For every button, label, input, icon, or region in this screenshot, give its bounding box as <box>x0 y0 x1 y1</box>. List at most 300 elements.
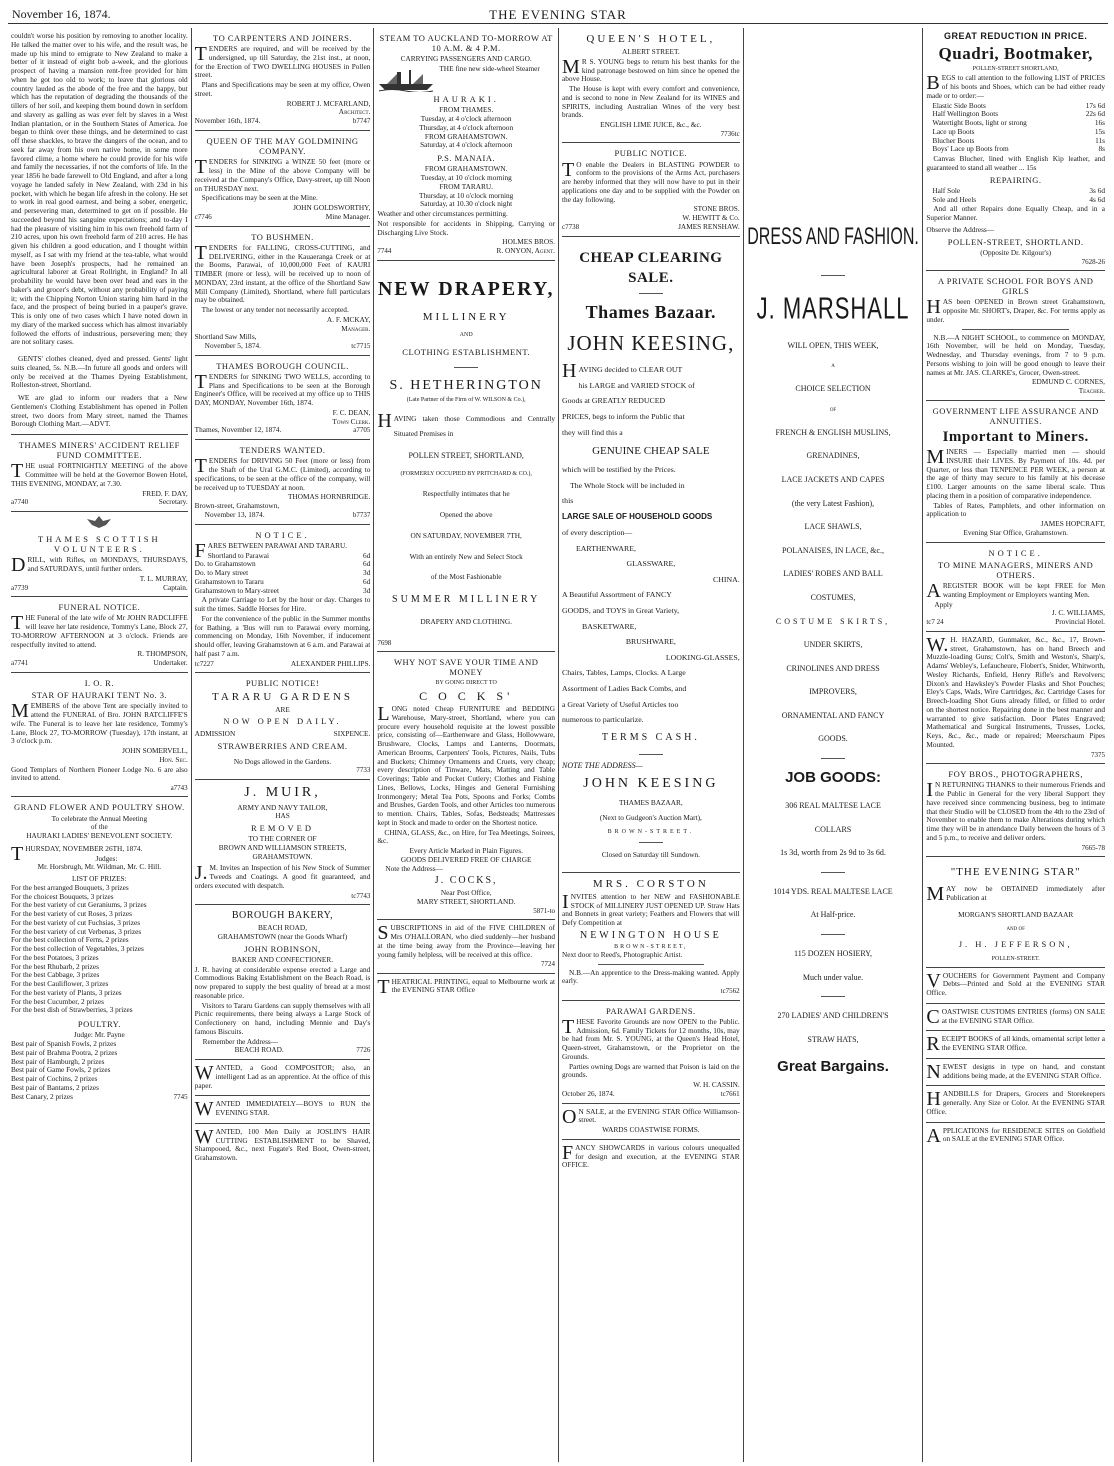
will-open: WILL OPEN, THIS WEEK, <box>787 340 879 350</box>
late-partner: (Late Partner of the Firm of W. WILSON & Co.), <box>406 397 526 404</box>
ad-role: Teacher. <box>1078 386 1106 396</box>
ad-title: STEAM TO AUCKLAND TO-MORROW AT 10 A.M. & 4 P.M. <box>379 33 553 54</box>
ad-number: 7726 <box>356 1046 371 1055</box>
ad-body: THESE Favorite Grounds are now OPEN to the Public. Admission, 6d. Family Tickets for 12 months, 10s, may be had from Mr. S. YOUNG, at the Queen's Head Hotel, Queen-street, Grahamstown, or the Proprietor on the Grounds. <box>562 1015 740 1061</box>
quadri-bootmaker-ad <box>926 28 1105 271</box>
table-row: Grahamstown to Mary-street 3d <box>194 585 371 595</box>
ad-body: THE usual FORTNIGHTLY MEETING of the above Committee will be held at the Governor Bowen Hotel, THIS EVENING, MONDAY, at 7.30. <box>11 460 188 488</box>
list-item: Best pair of Hamburgh, 2 prizes <box>11 1056 105 1066</box>
maltese-lace: 306 REAL MALTESE LACE <box>785 801 881 811</box>
subscriptions-ad <box>377 920 555 973</box>
ad-signature: EDMUND C. CORNES, <box>1032 377 1106 387</box>
ad-body: MR S. YOUNG begs to return his best thanks for the kind patronage bestowed on him since he opened the above House. <box>562 55 740 84</box>
ad-signature: JOHN SOMERVELL, <box>122 746 188 756</box>
funeral-notice-ad <box>11 597 188 673</box>
ad-signature: HOLMES BROS. <box>502 237 556 247</box>
table-row: Elastic Side Boots 17s 6d <box>932 100 1106 110</box>
ad-body: RECEIPT BOOKS of all kinds, ornamental script letter a the EVENING STAR Office. <box>926 1033 1106 1056</box>
divider <box>639 842 663 843</box>
ad-number: tc7562 <box>720 987 740 996</box>
admission-price: SIXPENCE. <box>333 728 371 738</box>
job-goods: JOB GOODS: <box>785 769 881 787</box>
ad-number: c7746 <box>194 212 212 221</box>
customs-entries-ad <box>926 1004 1105 1032</box>
corston-millinery-ad <box>562 873 740 1001</box>
ad-body: WANTED, a Good COMPOSITOR; also, an intelligent Lad as an apprentice. At the office of this paper. <box>194 1062 371 1090</box>
responsibility-note: Not responsible for accidents in Shipping, Carrying or Discharging Live Stock. <box>377 218 556 237</box>
ad-body: THEATRICAL PRINTING, equal to Melbourne work at the EVENING STAR Office <box>377 975 556 998</box>
ad-title: NOTICE. <box>255 529 310 540</box>
table-row: Blucher Boots 11s <box>932 135 1106 145</box>
ad-date: November 5, 1874. <box>204 341 262 350</box>
ad-place: Evening Star Office, Grahamstown. <box>963 527 1068 537</box>
divider <box>821 758 845 759</box>
ad-role: Town Clerk. <box>332 416 371 426</box>
ad-subtitle: STAR OF HAURAKI TENT No. 3. <box>31 690 168 701</box>
evening-star-agents-ad <box>926 857 1105 968</box>
quadri-address: POLLEN-STREET SHORTLAND, <box>972 66 1059 73</box>
ad-signature: F. C. DEAN, <box>332 407 371 417</box>
ad-body: TO enable the Dealers in BLASTING POWDER to conform to the provisions of the Arms Act, purchasers are hereby informed that they will now have to put in their applications one day and to be supplied with the Powder on the day following. <box>562 158 740 204</box>
ad-body: TENDERS for SINKING TWO WELLS, according to Plans and Specifications to be seen at the Borough Engineer's Office, will be received at my office up to THIS DAY, MONDAY, November 16th, 1874. <box>194 370 371 408</box>
table-row: Grahamstown to Tararu 6d <box>194 576 371 586</box>
joslin-ad <box>195 1124 371 1168</box>
from-label: FROM THAMES. <box>439 105 494 115</box>
clothing-title: CLOTHING ESTABLISHMENT. <box>402 347 531 358</box>
keesing-name-2: JOHN KEESING <box>583 776 719 792</box>
ad-signature: FRED. F. DAY, <box>142 488 188 498</box>
ad-body: TENDERS for SINKING a WINZE 50 feet (more or less) in the Mine of the above Company will be received at the Company's Office, Davy-street, up till Noon on THURSDAY next. <box>194 156 371 193</box>
handbills-ad <box>926 1086 1105 1122</box>
ad-place: Shortland Saw Mills, <box>194 332 257 342</box>
under-value: Much under value. <box>802 972 864 982</box>
gardens-name: TARARU GARDENS <box>211 690 354 703</box>
ship-name: HAURAKI. <box>433 94 499 105</box>
muir-tailor-ad <box>195 780 371 905</box>
ad-body: MEMBERS of the above Tent are specially invited to attend the FUNERAL of Bro. JOHN RATCLIFFE'S wife. The Funeral is to leave her late residence, Tommy's Lane, Block 27, TO-MORROW (Tuesday), 17th instant, at 3 o'clock p.m. <box>11 700 188 746</box>
ad-title: FOY BROS., PHOTOGRAPHERS, <box>948 769 1083 780</box>
note-address: Note the Address— <box>385 863 443 873</box>
to-corner-label: TO THE CORNER OF <box>248 834 317 844</box>
canvas-blucher: Canvas Blucher, lined with English Kip leather, and guaranteed to stand all weather ... 15s <box>926 154 1106 172</box>
flower-show-ad <box>11 797 188 1105</box>
table-row: Watertight Boots, light or strong 16s <box>932 118 1106 128</box>
bakery-title: BOROUGH BAKERY, <box>231 910 334 922</box>
ad-body: TENDERS are required, and will be received by the undersigned, up till Saturday, the 21st inst., at noon, for the Erection of TWO DWELLING HOUSES in Pollen street. <box>194 43 371 80</box>
carpenters-ad <box>195 28 371 131</box>
ad-body: THE Funeral of the late wife of Mr JOHN RADCLIFFE will leave her late residence, Tommy's Lane, Block 27, TO-MORROW AFTERNOON at 3 o'clock. Friends are respectfully invited to attend. <box>11 612 188 649</box>
list-item: For the best collection of Ferns, 2 prizes <box>11 935 129 945</box>
next-to: (Next to Gudgeon's Auction Mart), <box>599 812 702 822</box>
bazaar-name: MORGAN'S SHORTLAND BAZAAR <box>958 909 1074 919</box>
list-item: For the best dish of Strawberries, 3 prizes <box>11 1005 133 1015</box>
corston-name: MRS. CORSTON <box>592 877 709 890</box>
ad-signature: ALEXANDER PHILLIPS. <box>290 658 371 668</box>
stock-line: LADIES' ROBES AND BALL <box>783 569 883 579</box>
jefferson-name: J. H. JEFFERSON, <box>958 939 1073 950</box>
list-item: For the best Cabbage, 3 prizes <box>11 970 100 980</box>
reduction-title: GREAT REDUCTION IN PRICE. <box>944 31 1088 41</box>
ad-body: TENDERS for FALLING, CROSS-CUTTING, and DELIVERING, either in the Kauaeranga Creek or at the Booms, Parawai, of 10,000,000 Feet of KAURI TIMBER (more or less), will be received up to noon of MONDAY, 23rd instant, at the office of the Shortland Saw Mill Company (Limited), Shortland, where full particulars may be obtained. <box>194 241 371 305</box>
ad-signature: A. F. MCKAY, <box>326 314 371 324</box>
tararu-gardens-ad <box>195 673 371 779</box>
prize-list <box>11 884 188 1015</box>
ad-title: A PRIVATE SCHOOL FOR BOYS AND GIRLS <box>937 275 1094 297</box>
list-item: For the best collection of Vegetables, 3 prizes <box>11 944 144 954</box>
ad-number: 7744 <box>377 247 392 255</box>
ad-body: HANDBILLS for Drapers, Grocers and Storekeepers generally. Any Size or Color. At the EVENING STAR Office. <box>926 1088 1106 1116</box>
issue-date: November 16, 1874. <box>12 7 111 21</box>
ad-body: INVITES attention to her NEW and FASHIONABLE STOCK of MILLINERY JUST OPENED UP. Straw Hats and Bonnets in great variety; Feathers and Flowers that will Defy Competition at <box>562 890 740 928</box>
removed-label: REMOVED <box>250 823 315 833</box>
ad-intro: HAURAKI LADIES' BENEVOLENT SOCIETY. <box>26 831 173 841</box>
fare-table <box>195 552 371 596</box>
hotel-name: QUEEN'S HOTEL, <box>586 33 716 45</box>
ad-body: LONG noted Cheap FURNITURE and BEDDING Warehouse, Mary-street, Shortland, where you can procure every household requisite at the lowest possible price, consisting of—Earthenware and Glass, Hollowware, Brushware, Clocks, Lamps and Lanterns, Doormats, American Brooms, Carpenters' Tools, Pictures, Nails, Tubs and Buckets; Chimney Ornaments and Cruets, very cheap; every description of Tinware, Mats, Matting and Table Coverings; Table and Pocket Cutlery; Clothes and Fishing Lines, Bellows, Locks, Hinges and General Furnishing Ironmongery; Metal Tea Pots, Spoons and Forks; Combs and Brushes, Garden Tools, and other Articles too numerous to mention. Chairs, Tables, Sofas, Bedsteads; Mattresses kept in Stock and made to order on the Shortest notice. <box>377 703 556 827</box>
list-item: Best pair of Game Fowls, 2 prizes <box>11 1065 111 1075</box>
dogs-notice: No Dogs allowed in the Gardens. <box>233 756 332 766</box>
stock-line: FRENCH & ENGLISH MUSLINS, <box>775 427 891 437</box>
opened: Opened the above <box>439 510 493 520</box>
newington-house: NEWINGTON HOUSE <box>579 929 722 941</box>
straw-hats: STRAW HATS, <box>807 1034 859 1044</box>
free-delivery: GOODS DELIVERED FREE OF CHARGE <box>400 854 532 864</box>
divider <box>598 964 705 965</box>
judges-label: Judges: <box>95 853 118 863</box>
ad-body: IN RETURNING THANKS to their numerous Friends and the Public in General for the very liberal Support they have received since commencing business, beg to intimate that their Studio will be CLOSED from the 4th to the 23rd of November to enable them to make Alterations during which time they will be in attendance Daily between the hours of 3 and 5 p.m., to receive and deliver orders. <box>926 779 1106 842</box>
divider <box>821 996 845 997</box>
ad-title: GOVERNMENT LIFE ASSURANCE AND ANNUITIES. <box>932 405 1099 426</box>
column-4 <box>558 28 743 1462</box>
relief-fund-ad <box>11 435 188 512</box>
has-label: HAS <box>275 811 290 821</box>
cocks-name: C O C K S' <box>419 688 514 703</box>
cocks-furniture-ad <box>377 652 555 920</box>
corner-address: BROWN AND WILLIAMSON STREETS, GRAHAMSTOWN. <box>218 842 347 861</box>
quadri-street: POLLEN-STREET, SHORTLAND. <box>947 236 1084 247</box>
show-date: THURSDAY, NOVEMBER 26TH, 1874. <box>11 842 143 865</box>
plain-figures: Every Article Marked in Plain Figures. <box>409 846 523 856</box>
queens-hotel-ad <box>562 28 740 143</box>
ad-title: PUBLIC NOTICE. <box>614 148 688 159</box>
ad-signature: ROBERT J. MCFARLAND, <box>286 98 371 108</box>
bakery-address: BEACH ROAD. <box>234 1045 284 1055</box>
prizes-label: LIST OF PRIZES: <box>72 874 127 884</box>
ad-body-2: Tables of Rates, Pamphlets, and other information on application to <box>926 500 1106 519</box>
table-row: Boys' Lace up Boots from 8s <box>932 144 1106 154</box>
poultry-title: POULTRY. <box>77 1019 121 1030</box>
list-item: For the best arranged Bouquets, 3 prizes <box>11 882 129 892</box>
list-item: For the best Cauliflower, 3 prizes <box>11 979 109 989</box>
weather-note: Weather and other circumstances permitting. <box>377 209 508 218</box>
ad-number: 7375 <box>1091 750 1106 759</box>
bushmen-ad <box>195 227 371 356</box>
ad-title: PUBLIC NOTICE! <box>245 678 320 689</box>
sale-body: HAVING decided to CLEAR OUT his LARGE and VARIED STOCK of Goods at GREATLY REDUCED PRICES, begs to inform the Public that they will find this a GENUINE CHEAP SALE which will be testified by the Prices. The Whole Stock will be included in this LARGE SALE OF HOUSEHOLD GOODS of every description— EARTHENWARE, GLASSWARE, CHINA. A Beautiful Assortment of FANCY GOODS, and TOYS in Great Variety, BASKETWARE, BRUSHWARE, LOOKING-GLASSES, Chairs, Tables, Lamps, Clocks. A Large Assortment of Ladies Back Combs, and a Great Variety of Useful Articles too numerous to particularize. TERMS CASH. <box>562 360 740 743</box>
other-repairs: And all other Repairs done Equally Cheap, and in a Superior Manner. <box>926 204 1106 223</box>
ad-date: November 13, 1874. <box>204 509 265 519</box>
stock-line: LACE SHAWLS, <box>804 522 862 532</box>
table-row: Sole and Heels 4s 6d <box>932 194 1106 204</box>
ad-title: THAMES SCOTTISH VOLUNTEERS. <box>37 533 161 555</box>
list-item: For the best variety of cut Fuchsias, 3 prizes <box>11 917 141 927</box>
collars: COLLARS <box>814 824 852 834</box>
foy-photographers-ad <box>926 764 1105 857</box>
keesing-sale-ad <box>562 237 740 873</box>
residence-sites-ad <box>926 1123 1105 1150</box>
next-door: Next door to Reed's, Photographic Artist. <box>562 949 683 959</box>
ad-role: Undertaker. <box>153 658 188 668</box>
jefferson-street: POLLEN-STREET. <box>991 955 1040 962</box>
ad-body-2: The House is kept with every comfort and convenience, and is second to none in New Zealand for its WINES and SPIRITS, including Australian Wines of the very best brands. <box>562 84 740 120</box>
hotel-street: ALBERT STREET. <box>622 47 680 57</box>
ad-body-2: Parties owning Dogs are warned that Poison is laid on the grounds. <box>562 1061 740 1080</box>
ad-number: tc7227 <box>194 659 214 668</box>
fashionable: of the Most Fashionable <box>430 572 502 582</box>
ad-body: ON SALE, at the EVENING STAR Office Williamson-street. <box>562 1105 740 1128</box>
ad-signature: THOMAS HORNBRIDGE. <box>288 492 371 502</box>
half-price: At Half-price. <box>810 910 856 920</box>
intimates: Respectfully intimates that he <box>422 489 510 499</box>
ship-name-2: P.S. MANAIA. <box>437 153 496 164</box>
compositor-wanted-ad <box>195 1060 371 1096</box>
list-item: For the best Rhubarb, 2 prizes <box>11 961 99 971</box>
ad-title: I. O. R. <box>84 677 114 688</box>
stock-line: CRINOLINES AND DRESS <box>786 663 880 673</box>
stock-line: ORNAMENTAL AND FANCY <box>781 710 885 720</box>
stock-line: COSTUME SKIRTS, <box>775 616 891 626</box>
newspaper-title: THE EVENING STAR <box>489 7 627 22</box>
judges: Mr. Horsbrugh, Mr. Wildman, Mr. C. Hill. <box>37 862 162 872</box>
ad-number: 7745 <box>173 1092 188 1101</box>
clothing-mart-notice: WE are glad to inform our readers that a New Gentlemen's Clothing Establishment has opened in Pollen street, two doors from Mary street, named the Thames Borough Clothing Mart.—ADVT. <box>11 393 188 429</box>
collar-price: 1s 3d, worth from 2s 9d to 3s 6d. <box>780 848 886 858</box>
divider <box>821 934 845 935</box>
queen-of-may-ad <box>195 131 371 227</box>
bazaar-name: Thames Bazaar. <box>585 301 717 322</box>
ad-body-2: Specifications may be seen at the Mine. <box>201 193 318 203</box>
strawberries-label: STRAWBERRIES AND CREAM. <box>217 741 348 752</box>
night-school: N.B.—A NIGHT SCHOOL, to commence on MONDAY, 16th November, will be held on Monday, Tuesday, Wednesday, and Thursday evenings, from 7 to 9 p.m. Persons wishing to join will be good enough to leave their names at Mr. JAS. CLARKE's, Grocer, Owen-street. <box>926 332 1106 377</box>
ad-body: MAY now be OBTAINED immediately after Publication at <box>926 883 1106 906</box>
column-5 <box>743 28 923 1462</box>
register-book-ad <box>926 543 1105 632</box>
draper-place: POLLEN STREET, SHORTLAND, <box>408 451 524 461</box>
boys-wanted-ad <box>195 1096 371 1124</box>
tailor-name: J. MUIR, <box>244 784 321 800</box>
ad-body: MINERS — Especially married men — should INSURE their LIVES. By Payment of 10s. 4d. per Quarter, or less than TENPENCE PER WEEK, a person at the age of thirty may secure to his family at his decease £100. Larger amounts on the same liberal scale. Thus placing them in a position of comparative independence. <box>926 446 1106 500</box>
ad-number: 7736tc <box>720 129 740 138</box>
drapery-clothing: DRAPERY AND CLOTHING. <box>420 617 512 627</box>
ad-number: 5871-to <box>533 906 556 915</box>
closed-note: Closed on Saturday till Sundown. <box>601 849 700 859</box>
marshall-name: J. MARSHALL <box>756 290 910 326</box>
ad-number: a7743 <box>170 784 188 793</box>
summer-millinery: SUMMER MILLINERY <box>392 594 541 606</box>
theatrical-printing-ad <box>377 974 555 1001</box>
divider <box>454 367 478 368</box>
scottish-volunteers-ad <box>11 512 188 597</box>
blasting-powder-ad <box>562 143 740 236</box>
observe-label: Observe the Address— <box>926 224 995 234</box>
ad-signature: JAMES RENSHAW. <box>678 221 740 231</box>
sailing-time: Thursday, at 4 o'clock afternoon <box>419 122 514 132</box>
ad-number: tc7715 <box>351 342 371 350</box>
hazard-gunmaker-ad <box>926 632 1105 764</box>
ad-number: b7747 <box>352 117 371 126</box>
quadri-name: Quadri, Bootmaker, <box>938 43 1093 63</box>
list-item: Best pair of Brahma Pootra, 2 prizes <box>11 1047 118 1057</box>
ad-body: HAVING taken those Commodious and Centrally Situated Premises in <box>377 410 556 438</box>
by-label: BY GOING DIRECT TO <box>435 679 497 686</box>
stock-line: GRENADINES, <box>806 451 860 461</box>
remember-label: Remember the Address— <box>202 1036 279 1046</box>
divider <box>821 275 845 276</box>
ad-body: SUBSCRIPTIONS in aid of the FIVE CHILDREN of Mrs O'HALLORAN, who died suddenly—her husband at the time being away from the Province—leaving her young family helpless, will be received at this office. <box>377 922 556 959</box>
fares-notice-ad <box>195 525 371 674</box>
column-1 <box>8 28 191 1462</box>
of-label: OF <box>829 407 837 413</box>
divider <box>962 329 1069 330</box>
ad-body: WANTED IMMEDIATELY—BOYS to RUN the EVENING STAR. <box>194 1098 371 1121</box>
ad-title: TO CARPENTERS AND JOINERS. <box>213 33 352 43</box>
poultry-judge: Judge: Mr. Payne <box>73 1030 125 1040</box>
ad-date: November 16th, 1874. <box>194 116 261 126</box>
table-row: Half Sole 3s 6d <box>932 185 1106 195</box>
newest-type-ad <box>926 1059 1105 1087</box>
ad-title: THAMES BOROUGH COUNCIL. <box>216 360 349 371</box>
ad-body-2: For the convenience of the public in the Summer months for Bathing, a 'Bus will run to Parawai every morning, commencing on Monday, 16th November, if inducement should offer, leaving Grahamstown at 6 a.m. and Parawai at half past 7 a.m. <box>194 613 371 658</box>
list-item: For the best Potatoes, 3 prizes <box>11 952 99 962</box>
list-item: For the best variety of Plants, 3 prizes <box>11 987 122 997</box>
ad-number: 7698 <box>377 638 392 647</box>
ad-body-2: The lowest or any tender not necessarily accepted. <box>201 305 349 314</box>
new-drapery-ad <box>377 261 555 652</box>
list-item: For the best Cucumber, 2 prizes <box>11 996 104 1006</box>
straw-hats-line: 270 LADIES' AND CHILDREN'S <box>777 1011 889 1021</box>
crest-icon <box>11 515 188 532</box>
list-item: Best pair of Cochins, 2 prizes <box>11 1074 98 1084</box>
list-item: Best Canary, 2 prizes <box>11 1091 73 1101</box>
ad-signature-2: R. ONYON, Agent. <box>496 246 556 255</box>
borough-bakery-ad <box>195 905 371 1060</box>
open-label: NOW OPEN DAILY. <box>223 716 342 727</box>
parawai-gardens-ad <box>562 1001 740 1104</box>
keesing-name: JOHN KEESING, <box>567 331 735 356</box>
opening-date: ON SATURDAY, NOVEMBER 7TH, <box>410 530 522 540</box>
sailing-time: Tuesday, at 10 o'clock morning <box>420 173 512 182</box>
ad-number: a7739 <box>11 583 29 592</box>
ad-signature: W. H. CASSIN. <box>693 1080 740 1090</box>
columns <box>8 28 1108 1462</box>
brown-street: BROWN-STREET. <box>607 828 695 835</box>
ad-signature: W. HEWITT & Co. <box>682 213 740 223</box>
a-label: A <box>831 364 835 370</box>
ad-body: FANCY SHOWCARDS in various colours unequalled for design and execution, at the EVENING STAR OFFICE. <box>562 1141 740 1170</box>
column-3 <box>373 28 558 1462</box>
bakery-sub-2: GRAHAMSTOWN (near the Goods Wharf) <box>217 931 348 941</box>
wards-forms: WARDS COASTWISE FORMS. <box>602 1125 700 1135</box>
column-2 <box>191 28 374 1462</box>
baker-trade: BAKER AND CONFECTIONER. <box>231 954 334 964</box>
from-label: FROM GRAHAMSTOWN. <box>424 131 508 141</box>
ior-notice-ad <box>11 673 188 798</box>
ad-subtitle: TO MINE MANAGERS, MINERS AND OTHERS. <box>938 559 1094 581</box>
poultry-list <box>11 1040 188 1101</box>
private-school-ad <box>926 271 1105 401</box>
ad-signature: JOHN GOLDSWORTHY, <box>293 203 371 213</box>
ad-body: J.M. Invites an Inspection of his New Stock of Summer Tweeds and Coatings. A good fit guaranteed, and orders executed with despatch. <box>194 862 371 890</box>
dress-fashion-title: DRESS AND FASHION. <box>747 224 919 251</box>
ad-number: 7628-26 <box>1081 257 1106 266</box>
ad-body-2: Visitors to Tararu Gardens can supply themselves with all Picnic requirements, there being always a Large Stock of Confectionery on hand, including Mennie and Day's famous Biscuits. <box>194 1000 371 1036</box>
table-row: Lace up Boots 15s <box>932 126 1106 136</box>
ad-body: COASTWISE CUSTOMS ENTRIES (forms) ON SALE at the EVENING STAR Office. <box>926 1005 1106 1028</box>
ad-place: Brown-street, Grahamstown, <box>194 501 280 511</box>
ad-heading: WHY NOT SAVE YOUR TIME AND MONEY <box>393 657 539 678</box>
tailor-trade: ARMY AND NAVY TAILOR, <box>237 802 328 812</box>
stock-line: LACE JACKETS AND CAPES <box>781 474 885 484</box>
baker-name: JOHN ROBINSON, <box>244 943 321 954</box>
apprentice-note: N.B.—An apprentice to the Dress-making wanted. Apply early. <box>562 967 740 986</box>
ad-signature: R. THOMPSON, <box>137 649 188 659</box>
ad-number: b7737 <box>352 510 371 519</box>
drapery-title: NEW DRAPERY, <box>377 277 555 300</box>
corston-street: BROWN-STREET, <box>614 943 688 950</box>
ad-date: October 26, 1874. <box>562 1088 615 1098</box>
sale-title-2: SALE. <box>628 269 674 286</box>
table-row: Shortland to Parawai 6d <box>207 550 371 560</box>
list-item: Best pair of Bantams, 2 prizes <box>11 1082 99 1092</box>
list-item: For the choicest Bouquets, 3 prizes <box>11 891 114 901</box>
stock-line: UNDER SKIRTS, <box>803 640 863 650</box>
ad-number: c7738 <box>562 222 580 231</box>
life-assurance-ad <box>926 401 1105 543</box>
apply-label: Apply <box>934 599 953 609</box>
fares-heading: FARES BETWEEN PARAWAI AND TARARU. <box>194 539 348 562</box>
ad-role: Mine Manager. <box>325 211 371 221</box>
ad-body: APPLICATIONS for RESIDENCE SITES on Goldfield on SALE at the EVENING STAR Office. <box>926 1124 1106 1147</box>
column-6 <box>922 28 1108 1462</box>
and-of-label: AND OF <box>1006 927 1025 933</box>
are-label: ARE <box>275 704 290 714</box>
stock-line: (the very Latest Fashion), <box>791 498 875 508</box>
price-list <box>926 102 1105 155</box>
ad-role: Architect. <box>338 107 371 117</box>
tenders-wanted-ad <box>195 440 371 524</box>
dyeing-notice: GENTS' clothes cleaned, dyed and pressed. Gents' light suits cleaned, 5s. N.B.—In future all goods and orders will only be received at the Thames Dyeing Establishment, Rolleston-street, Shortland. <box>11 354 188 390</box>
new-stock: With an entirely New and Select Stock <box>409 551 523 561</box>
list-item: For the best variety of cut Geraniums, 3 prizes <box>11 900 147 910</box>
ad-body: DRILL, with Rifles, on MONDAYS, THURSDAYS, and SATURDAYS, until further orders. <box>11 554 188 577</box>
divider <box>639 754 663 755</box>
ad-date: Thames, November 12, 1874. <box>194 425 282 435</box>
stock-line: POLANAISES, IN LACE, &c., <box>782 545 885 555</box>
stock-line: COSTUMES, <box>810 592 856 602</box>
ad-title: TO BUSHMEN. <box>251 231 314 242</box>
bazaar-address: THAMES BAZAAR, <box>619 798 683 808</box>
from-label: FROM GRAHAMSTOWN. <box>424 164 508 174</box>
stock-line: IMPROVERS, <box>809 687 857 697</box>
table-row: Half Wellington Boots 22s 6d <box>932 109 1106 119</box>
ad-role: Manager. <box>341 323 371 333</box>
ad-body: A private Carriage to Let by the hour or day. Charges to suit the times. Saddle Horses for Hire. <box>194 595 371 614</box>
ad-title: PARAWAI GARDENS. <box>606 1005 696 1016</box>
hosiery: 115 DOZEN HOSIERY, <box>794 949 873 959</box>
list-item: For the best variety of cut Verbenas, 3 prizes <box>11 926 142 936</box>
ad-signature: J. C. WILLIAMS, <box>1051 608 1106 618</box>
ad-body: NEWEST designs in type on hand, and constant additions being made, at the EVENING STAR Office. <box>926 1060 1106 1083</box>
